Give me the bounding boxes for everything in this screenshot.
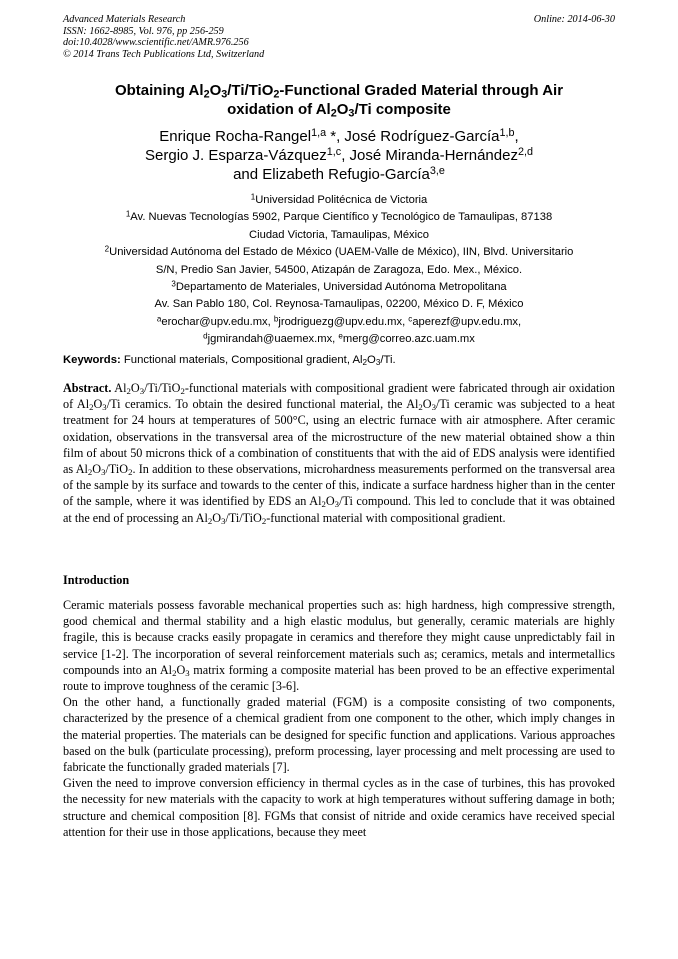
abstract: Abstract. $Al_2O_3/Ti/TiO_2$-functional materials with compositional gradient were fabricated through air oxidation of $Al_2O_3/Ti$ ceramics. To obtain the desired functional material, the $Al_2O_3/Ti$ ceramic was subjected to a heat treatment for 24 hours at temperatures of 500°C, using an electric furnace with air atmosphere. After ceramic oxidation, observations in the transversal area of the microstructure of the new material obtained show a thin film of about 50 microns thick of a combination of constituents that with the aid of EDS analysis were identified as $Al_2O_3/TiO_2$. In addition to these observations, microhardness measurements performed on the transversal area of the sample by its surface and towards to the center of this, indicate a surface hardness higher than in the center of the sample, where it was identified by EDS an $Al_2O_3/Ti$ compound. This led to conclude that it was obtained at the end of processing an $Al_2O_3/Ti/TiO_2$-functional material with compositional gradient. <box>63 381 616 526</box>
email-line: $^d$jgmirandah@uaemex.mx, $^e$merg@correo.azc.uam.mx <box>203 331 475 346</box>
author-name: Enrique Rocha-Rangel <box>159 128 312 145</box>
email: aperezf@upv.edu.mx, <box>412 315 522 328</box>
email: erochar@upv.edu.mx, <box>161 315 274 328</box>
paragraph: On the other hand, a functionally graded material (FGM) is a composite consisting of two components, characterized by the presence of a chemical gradient from one component to the other, which imply changes in the material properties. The materials can be designed for specific function and applications. Various approaches based on the bulk (particulate processing), preform processing, layer processing and melt processing are used to fabricate the functionally graded materials [7]. <box>63 695 615 775</box>
keywords: Keywords: Functional materials, Compositional gradient, $Al_2O_3/Ti$. <box>63 354 396 368</box>
affiliations <box>20 192 658 349</box>
email: jgmirandah@uaemex.mx, <box>207 333 339 346</box>
author-name: José Rodríguez-García <box>344 128 500 145</box>
section-heading-introduction: Introduction <box>63 573 130 587</box>
author-name: José Miranda-Hernández <box>349 147 518 164</box>
affiliation-line: $^1$Av. Nuevas Tecnologías 5902, Parque Científico y Tecnológico de Tamaulipas, 87138 <box>125 209 553 224</box>
paper-title: Obtaining $Al_2O_3/Ti/TiO_2$-Functional Graded Material through Air oxidation of $Al_2O_3/Ti$ composite <box>114 82 564 120</box>
journal-name: Advanced Materials Research <box>63 14 186 25</box>
copyright: © 2014 Trans Tech Publications Ltd, Switzerland <box>63 48 265 60</box>
affiliation-line: $^1$Universidad Politécnica de Victoria <box>250 192 428 206</box>
email-line: $^a$erochar@upv.edu.mx, $^b$jrodriguezg@upv.edu.mx, $^c$aperezf@upv.edu.mx, <box>156 314 522 328</box>
introduction-body <box>63 597 615 840</box>
keywords-label: Keywords: <box>63 354 121 366</box>
abstract-label: Abstract. <box>63 381 112 395</box>
doi: doi:10.4028/www.scientific.net/AMR.976.256 <box>63 37 249 48</box>
author-list: Enrique Rocha-Rangel$^{1,a}$ *, José Rodríguez-García$^{1,b}$, Sergio J. Esparza-Vázquez$^{1,c}$, José Miranda-Hernández$^{2,d}$ and Elizabeth Refugio-García$^{3,e}$ <box>145 127 533 183</box>
email: jrodriguezg@upv.edu.mx, <box>278 315 409 328</box>
author-name: Elizabeth Refugio-García <box>262 166 430 183</box>
paragraph: Ceramic materials possess favorable mechanical properties such as: high hardness, high compressive strength, good chemical and thermal stability and a high elastic modulus, but generally, ceramic materials are highly fragile, this is because cracks easily propagate in ceramics and therefore they might cause unpredictably fail in service [1-2]. The incorporation of several reinforcement materials such as; ceramics, metals and intermetallics compounds into an $Al_2O_3$ matrix forming a composite material has been proved to be an effective experimental route to improve toughness of the ceramic [3-6]. <box>63 598 616 694</box>
affiliation-line: $^3$Departamento de Materiales, Universidad Autónoma Metropolitana <box>171 279 507 294</box>
affiliation-line: Av. San Pablo 180, Col. Reynosa-Tamaulipas, 02200, México D. F, México <box>154 298 524 311</box>
online-date: Online: 2014-06-30 <box>533 14 615 25</box>
paragraph: Given the need to improve conversion efficiency in thermal cycles as in the case of turbines, this has provoked the necessity for new materials with the capacity to work at high temperatures without suffering damage in both; structure and chemical composition [8]. FGMs that consist of nitride and oxide ceramics have received special attention for their use in those applications, because they meet <box>63 776 615 839</box>
issn: ISSN: 1662-8985, Vol. 976, pp 256-259 <box>63 25 224 37</box>
affiliation-line: S/N, Predio San Javier, 54500, Atizapán de Zaragoza, Edo. Mex., México. <box>155 263 523 276</box>
affiliation-line: $^2$Universidad Autónoma del Estado de México (UAEM-Valle de México), IIN, Blvd. Universitario <box>104 244 574 259</box>
journal-header <box>63 14 615 60</box>
email: merg@correo.azc.uam.mx <box>342 333 475 346</box>
affiliation-line: Ciudad Victoria, Tamaulipas, México <box>249 228 429 241</box>
author-name: Sergio J. Esparza-Vázquez <box>145 147 327 164</box>
